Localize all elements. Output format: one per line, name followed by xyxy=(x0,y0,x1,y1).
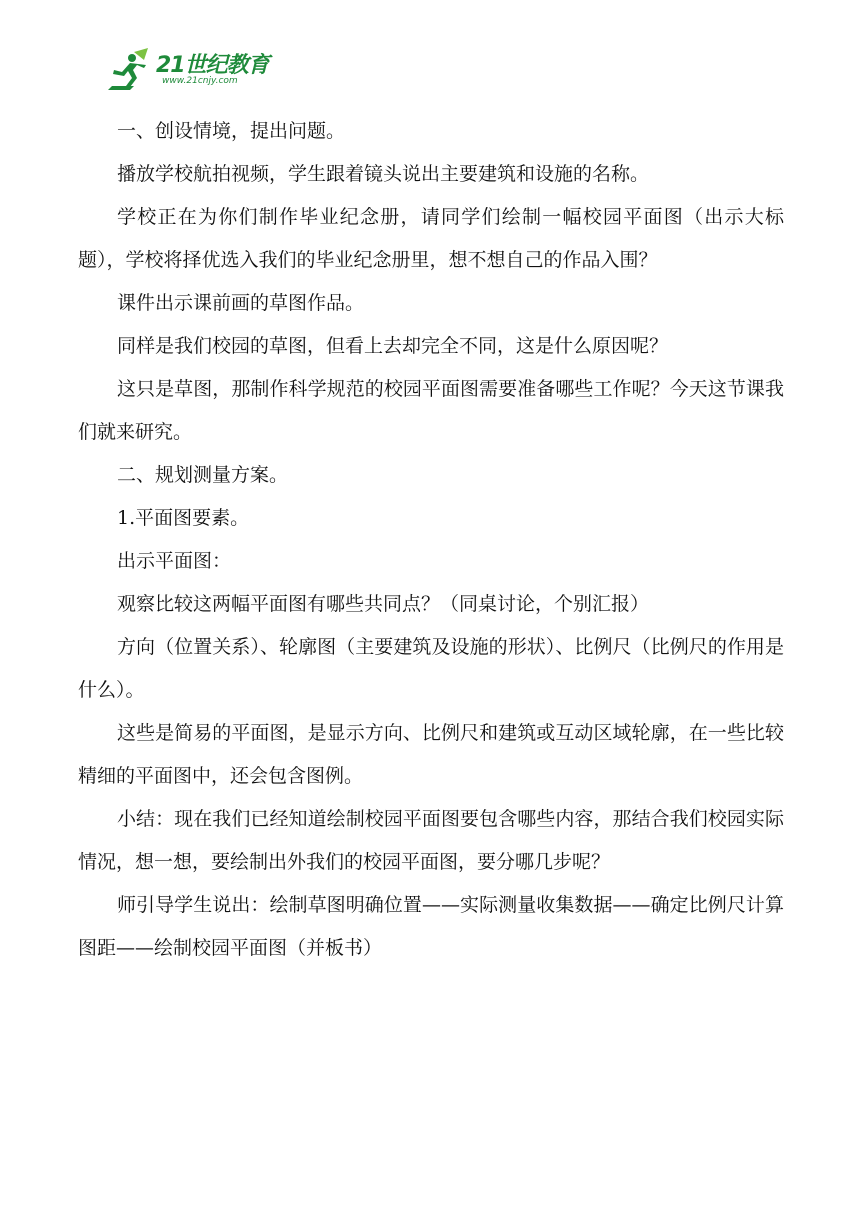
section-heading-1: 一、创设情境，提出问题。 xyxy=(117,120,346,142)
section-heading-2: 二、规划测量方案。 xyxy=(117,464,289,486)
paragraph: 这些是简易的平面图，是显示方向、比例尺和建筑或互动区域轮廓，在一些比较精细的平面图中，还会包含图例。 xyxy=(78,722,784,787)
document-body xyxy=(78,110,784,970)
logo xyxy=(104,46,294,94)
paragraph: 观察比较这两幅平面图有哪些共同点？（同桌讨论，个别汇报） xyxy=(117,593,650,615)
paragraph: 小结：现在我们已经知道绘制校园平面图要包含哪些内容，那结合我们校园实际情况，想一想，要绘制出外我们的校园平面图，要分哪几步呢？ xyxy=(78,808,784,873)
paragraph: 学校正在为你们制作毕业纪念册，请同学们绘制一幅校园平面图（出示大标题），学校将择优选入我们的毕业纪念册里，想不想自己的作品入围？ xyxy=(78,206,784,271)
paragraph: 师引导学生说出：绘制草图明确位置——实际测量收集数据——确定比例尺计算图距——绘制校园平面图（并板书） xyxy=(78,894,784,959)
paragraph: 播放学校航拍视频，学生跟着镜头说出主要建筑和设施的名称。 xyxy=(117,163,650,185)
runner-logo-icon xyxy=(104,46,156,94)
paragraph: 出示平面图： xyxy=(117,550,232,572)
brand-url: www.21cnjy.com xyxy=(162,76,238,86)
brand-name: 21世纪教育 xyxy=(156,53,269,78)
paragraph: 方向（位置关系）、轮廓图（主要建筑及设施的形状）、比例尺（比例尺的作用是什么）。 xyxy=(78,636,784,701)
paragraph: 这只是草图，那制作科学规范的校园平面图需要准备哪些工作呢？今天这节课我们就来研究。 xyxy=(78,378,784,443)
paragraph: 同样是我们校园的草图，但看上去却完全不同，这是什么原因呢？ xyxy=(117,335,669,357)
paragraph: 课件出示课前画的草图作品。 xyxy=(117,292,365,314)
subheading: 1.平面图要素。 xyxy=(117,507,250,529)
